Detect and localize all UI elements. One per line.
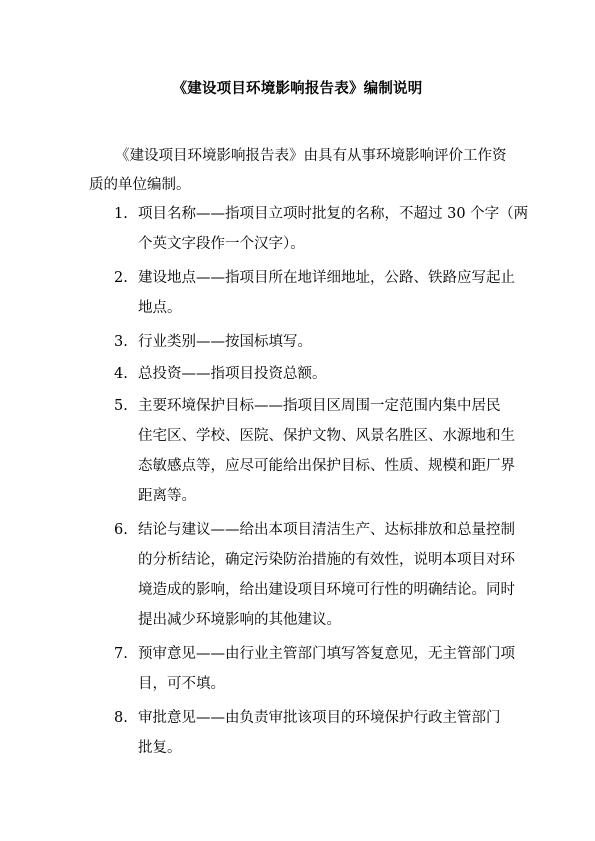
list-item-line: 审批意见——由负责审批该项目的环境保护行政主管部门 — [138, 710, 501, 726]
list-item — [0, 327, 595, 357]
list-item-line: 行业类别——按国标填写。 — [138, 334, 312, 350]
list-item-number: 6. — [114, 522, 128, 538]
list-item-line: 态敏感点等，应尽可能给出保护目标、性质、规模和距厂界 — [138, 458, 515, 474]
list-item-line: 批复。 — [138, 740, 182, 756]
list-item-line: 住宅区、学校、医院、保护文物、风景名胜区、水源地和生 — [138, 428, 515, 444]
list-item — [0, 515, 595, 635]
list-item-line: 总投资——指项目投资总额。 — [138, 366, 327, 382]
list-item-line: 距离等。 — [138, 488, 196, 504]
numbered-list — [0, 199, 595, 763]
list-item-line: 的分析结论，确定污染防治措施的有效性，说明本项目对环 — [138, 552, 515, 568]
list-item-line: 地点。 — [138, 300, 182, 316]
list-item-number: 5. — [114, 398, 128, 414]
list-item-number: 3. — [114, 334, 128, 350]
list-item — [0, 639, 595, 699]
intro-line: 《建设项目环境影响报告表》由具有从事环境影响评价工作资 — [115, 148, 507, 164]
list-item-line: 个英文字段作一个汉字）。 — [138, 236, 305, 252]
list-item — [0, 263, 595, 323]
list-item-line: 建设地点——指项目所在地详细地址，公路、铁路应写起止 — [138, 270, 515, 286]
list-item-line: 主要环境保护目标——指项目区周围一定范围内集中居民 — [138, 398, 501, 414]
list-item — [0, 199, 595, 259]
list-item-line: 项目名称——指项目立项时批复的名称，不超过 30 个字（两 — [138, 206, 529, 222]
list-item-number: 4. — [114, 366, 128, 382]
list-item-number: 7. — [114, 646, 128, 662]
intro-line: 质的单位编制。 — [89, 177, 191, 193]
list-item-line: 目，可不填。 — [138, 676, 225, 692]
list-item — [0, 703, 595, 763]
list-item-line: 预审意见——由行业主管部门填写答复意见，无主管部门项 — [138, 646, 515, 662]
document-title: 《建设项目环境影响报告表》编制说明 — [172, 81, 423, 97]
list-item-line: 提出减少环境影响的其他建议。 — [138, 612, 341, 628]
list-item-line: 境造成的影响，给出建设项目环境可行性的明确结论。同时 — [138, 582, 515, 598]
list-item-number: 2. — [114, 270, 128, 286]
list-item-number: 8. — [114, 710, 128, 726]
list-item — [0, 391, 595, 511]
list-item-line: 结论与建议——给出本项目清洁生产、达标排放和总量控制 — [138, 522, 515, 538]
intro-paragraph — [89, 142, 521, 200]
list-item-number: 1. — [114, 206, 128, 222]
list-item — [0, 359, 595, 389]
